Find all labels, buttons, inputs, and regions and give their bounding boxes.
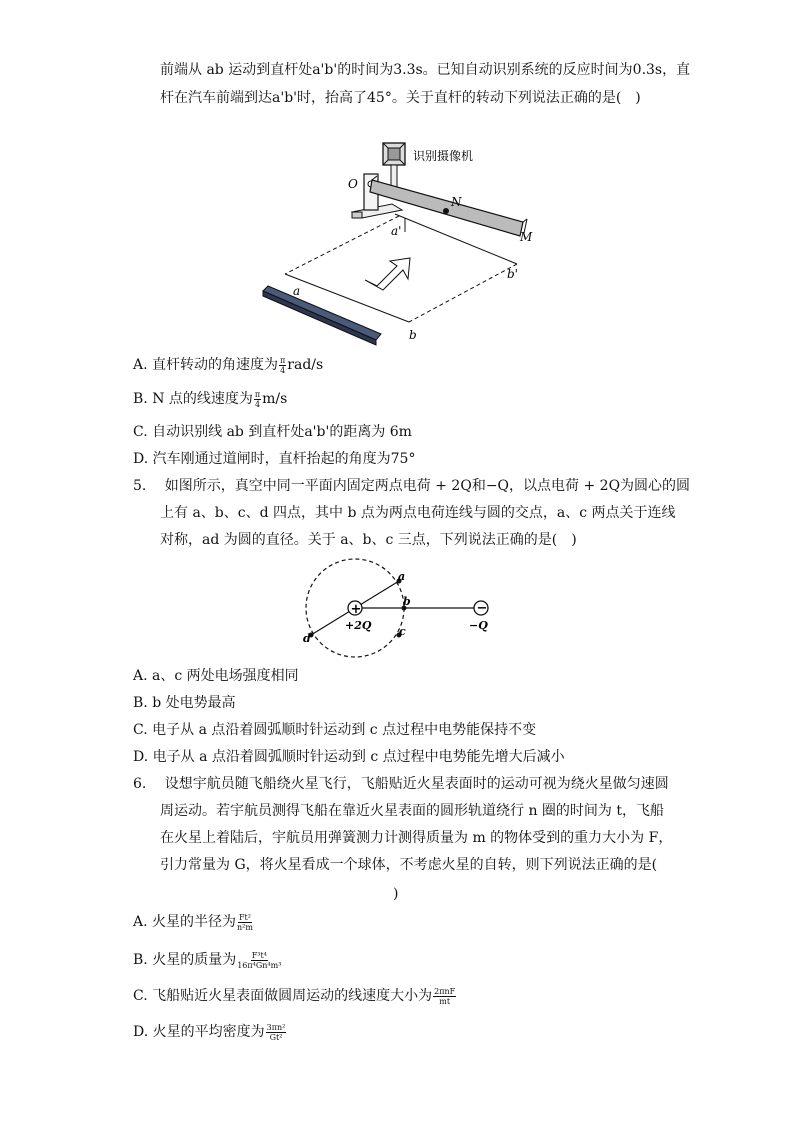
q6-option-a: A. 火星的半径为 $\frac{\text{Ft²}}{\text{n²m}}$ [133,912,253,932]
barrier-gate-figure [255,140,545,350]
direction-arrow [365,258,410,290]
label-minus-Q: −Q [469,619,488,632]
label-O: O [348,177,358,191]
label-b: b [403,595,411,608]
label-N: N [451,195,462,209]
q5-option-d: D. 电子从 a 点沿着圆弧顺时针运动到 c 点过程中电势能先增大后减小 [133,749,565,765]
q4-line-2: 杆在汽车前端到达a'b'时，抬高了45°。关于直杆的转动下列说法正确的是( ) [160,90,641,106]
q5-line-1: 5. 如图所示，真空中同一平面内固定两点电荷 + 2Q和−Q，以点电荷 + 2Q为圆心的圆 [133,478,691,494]
q5-line-2: 上有 a、b、c、d 四点，其中 b 点为两点电荷连线与圆的交点，a、c 两点关于连线 [160,505,676,521]
label-M: M [520,230,533,244]
label-c: c [399,625,406,638]
label-a-prime: a' [391,224,402,238]
q6-line-5: ) [393,886,399,902]
q6-line-1: 6. 设想宇航员随飞船绕火星飞行，飞船贴近火星表面时的运动可视为绕火星做匀速圆 [133,776,669,792]
q6-line-2: 周运动。若宇航员测得飞船在靠近火星表面的圆形轨道绕行 n 圈的时间为 t，飞船 [160,803,664,819]
label-d: d [303,632,311,645]
q4-option-b: B. N 点的线速度为 $\frac{\pi}{4}$ m/s [133,389,288,409]
car-front [263,286,381,345]
label-b: b [409,328,417,342]
minus-sign: − [476,601,488,616]
q5-option-a: A. a、c 两处电场强度相同 [133,668,299,684]
q6-line-4: 引力常量为 G，将火星看成一个球体，不考虑火星的自转，则下列说法正确的是( [160,857,658,873]
q4-line-1: 前端从 ab 运动到直杆处a'b'的时间为3.3s。已知自动识别系统的反应时间为0.3s，直 [160,62,691,78]
label-a: a [398,570,406,583]
q5-line-3: 对称，ad 为圆的直径。关于 a、b、c 三点，下列说法正确的是( ) [160,532,577,548]
camera-label: 识别摄像机 [413,149,474,163]
label-plus-2Q: +2Q [345,619,372,632]
q5-option-b: B. b 处电势最高 [133,695,236,711]
q6-line-3: 在火星上着陆后，宇航员用弹簧测力计测得质量为 m 的物体受到的重力大小为 F， [160,830,673,846]
charges-figure [295,555,505,665]
q6-option-d: D. 火星的平均密度为 $\frac{\text{3πn²}}{\text{Gt²}}$ [133,1022,286,1042]
q4-option-d: D. 汽车刚通过道闸时，直杆抬起的角度为75° [133,451,416,467]
q5-option-c: C. 电子从 a 点沿着圆弧顺时针运动到 c 点过程中电势能保持不变 [133,722,537,738]
q6-option-b: B. 火星的质量为 $\frac{\text{F³t⁴}}{\text{16π⁴Gn⁴m³}}$ [133,950,282,970]
q4-option-a: A. 直杆转动的角速度为 $\frac{\pi}{4}$ rad/s [133,355,324,375]
q6-option-c: C. 飞船贴近火星表面做圆周运动的线速度大小为 $\frac{\text{2πnF}}{mt}$ [133,986,456,1006]
camera-icon [383,143,405,187]
plus-sign: + [350,602,362,617]
label-b-prime: b' [507,267,518,281]
q4-option-c: C. 自动识别线 ab 到直杆处a'b'的距离为 6m [133,424,412,440]
point-N [443,208,449,214]
label-a: a [293,284,301,298]
